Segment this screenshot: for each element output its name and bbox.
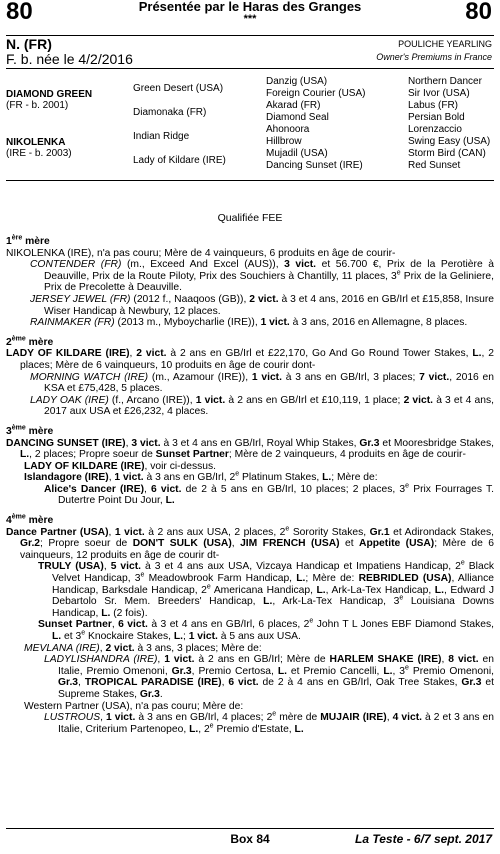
gen4-item: Sir Ivor (USA)	[408, 88, 470, 99]
horse-identity	[6, 37, 133, 67]
pedigree-rule	[6, 180, 494, 181]
premium-label: Owner's Premiums in France	[376, 52, 492, 62]
section-heading: 3ème mère	[6, 424, 54, 437]
category-label: POULICHE YEARLING	[398, 39, 492, 49]
gen2-item: Diamonaka (FR)	[133, 107, 207, 118]
gen3-item: Danzig (USA)	[266, 76, 328, 87]
produce-entry: Sunset Partner, 6 vict. à 3 et 4 ans en GB/Irl, 6 places, 2e John T L Jones EBF Diamond Stakes, L. et 3e Knockaire Stakes, L.; 1 vict. à 5 ans aux USA.	[38, 617, 495, 642]
sale-place-date: La Teste - 6/7 sept. 2017	[355, 832, 492, 846]
produce-entry: LUSTROUS, 1 vict. à 3 ans en GB/Irl, 4 places; 2e mère de MUJAIR (IRE), 4 vict. à 2 et 3 ans en Italie, Criterium Partenopeo, L., 2e Premio d'Estate, L.	[44, 710, 494, 735]
lot-number-left: 80	[6, 0, 33, 25]
footer	[0, 832, 500, 852]
gen4-item: Red Sunset	[408, 160, 461, 171]
gen2-item: Lady of Kildare (IRE)	[133, 155, 226, 166]
produce-entry: LADY OF KILDARE (IRE), voir ci-dessus.	[24, 460, 217, 472]
sire-info: (FR - b. 2001)	[6, 100, 69, 111]
gen3-item: Hillbrow	[266, 136, 302, 147]
dam-name: NIKOLENKA	[6, 137, 66, 148]
gen3-item: Akarad (FR)	[266, 100, 321, 111]
produce-entry: RAINMAKER (FR) (2013 m., Myboycharlie (IRE)), 1 vict. à 3 ans, 2016 en Allemagne, 8 places.	[30, 317, 468, 329]
stars: ***	[243, 13, 257, 25]
gen3-item: Diamond Seal	[266, 112, 329, 123]
presenter: Présentée par le Haras des Granges	[138, 0, 362, 14]
dam-paragraph: DANCING SUNSET (IRE), 3 vict. à 3 et 4 ans en GB/Irl, Royal Whip Stakes, Gr.3 et Mooresbridge Stakes, L., 2 places; Propre soeur de Sunset Partner; Mère de 2 vainqueurs, 4 produits en âge de courir-	[6, 437, 495, 461]
gen4-item: Northern Dancer	[408, 76, 482, 87]
produce-entry: Alice's Dancer (IRE), 6 vict. de 2 à 5 ans en GB/Irl, 10 places; 2 places, 3e Prix Fourrages T. Dutertre Point Du Jour, L.	[44, 482, 494, 507]
header-rule	[6, 35, 494, 36]
produce-entry: MORNING WATCH (IRE) (m., Azamour (IRE)), 1 vict. à 3 ans en GB/Irl, 3 places; 7 vict., 2016 en KSA et £75,428, 5 places.	[30, 371, 494, 395]
gen4-item: Persian Bold	[408, 112, 465, 123]
gen2-item: Indian Ridge	[133, 131, 190, 142]
section-heading: 2ème mère	[6, 335, 54, 348]
dam-info: (IRE - b. 2003)	[6, 148, 72, 159]
produce-entry: LADY OAK (IRE) (f., Arcano (IRE)), 1 vict. à 2 ans en GB/Irl et £10,119, 1 place; 2 vict. à 3 et 4 ans, 2017 aux USA et £26,232, 4 places.	[30, 394, 494, 418]
section-heading: 1ère mère	[6, 234, 50, 247]
horse-description: F. b. née le 4/2/2016	[6, 51, 133, 67]
gen3-item: Mujadil (USA)	[266, 148, 328, 159]
gen3-item: Dancing Sunset (IRE)	[266, 160, 363, 171]
gen4-item: Storm Bird (CAN)	[408, 148, 486, 159]
gen4-item: Labus (FR)	[408, 100, 459, 111]
pedigree-notes	[6, 236, 494, 735]
horse-name: N. (FR)	[6, 36, 52, 52]
produce-entry: JERSEY JEWEL (FR) (2012 f., Naaqoos (GB)), 2 vict. à 3 et 4 ans, 2016 en GB/Irl et £15,858, Insure Wiser Handicap à Newbury, 12 places.	[30, 293, 494, 317]
dam-paragraph: Dance Partner (USA), 1 vict. à 2 ans aux USA, 2 places, 2e Sorority Stakes, Gr.1 et Adirondack Stakes, Gr.2; Propre soeur de DON'T SULK (USA), JIM FRENCH (USA) et Appetite (USA); Mère de 6 vainqueurs, 12 produits en âge de courir dt-	[6, 525, 495, 561]
box-number: Box 84	[230, 832, 270, 846]
name-rule	[6, 68, 494, 69]
produce-entry: CONTENDER (FR) (m., Exceed And Excel (AUS)), 3 vict. et 56.700 €, Prix de la Peroti​ère à Deauville, Prix de la Route Piloty, Prix des Souchiers à Chantilly, 11 places, 3e Prix de la Geliniere, Prix de Precolette à Deauville.	[30, 259, 494, 294]
dam-paragraph: LADY OF KILDARE (IRE), 2 vict. à 2 ans en GB/Irl et £22,170, Go And Go Round Tower Stakes, L., 2 places; Mère de 6 vainqueurs, 10 produits en âge de courir dont-	[6, 348, 494, 371]
qualified-label: Qualifiée FEE	[217, 212, 283, 224]
gen2-item: Green Desert (USA)	[133, 83, 224, 94]
gen4-item: Swing Easy (USA)	[408, 136, 491, 147]
pedigree-table	[6, 76, 496, 171]
produce-entry: Western Partner (USA), n'a pas couru; Mère de:	[24, 700, 244, 712]
produce-entry: Islandagore (IRE), 1 vict. à 3 ans en GB/Irl, 2e Platinum Stakes, L.; Mère de:	[24, 470, 378, 484]
gen3-item: Ahonoora	[266, 124, 310, 135]
gen3-item: Foreign Courier (USA)	[266, 88, 366, 99]
produce-entry: TRULY (USA), 5 vict. à 3 et 4 ans aux USA, Vizcaya Handicap et Impatiens Handicap, 2e Black Velvet Handicap, 3e Meadowbrook Farm Handicap, L.; Mère de: REBRIDLED (USA), Alliance Handicap, Barksdale Handicap, 2e Americana Handicap, L., Ark-La-Tex Handicap, L., Edward J Debartolo Sr. Mem. Breeders' Handicap, L., Ark-La-Tex Handicap, 3e Louisiana Downs Handicap, L. (2 fois).	[38, 560, 494, 619]
produce-entry: MEVLANA (IRE), 2 vict. à 3 ans, 3 places; Mère de:	[24, 642, 262, 654]
section-heading: 4ème mère	[6, 513, 54, 527]
sire-name: DIAMOND GREEN	[6, 89, 93, 100]
footer-rule	[6, 828, 494, 829]
horse-category	[376, 38, 492, 64]
header	[0, 0, 500, 36]
produce-entry: LADYLISHANDRA (IRE), 1 vict. à 2 ans en GB/Irl; Mère de HARLEM SHAKE (IRE), 8 vict. en Italie, Premio Omenoni, Gr.3, Premio Certosa, L. et Premio Cancelli, L., 3e Premio Omenoni, Gr.3, TROPICAL PARADISE (IRE), 6 vict. de 2 à 4 ans en GB/Irl, Oak Tree Stakes, Gr.3 et Supreme Stakes, Gr.3.	[44, 654, 494, 700]
dam-paragraph: NIKOLENKA (IRE), n'a pas couru; Mère de 4 vainqueurs, 6 produits en âge de courir-	[6, 247, 396, 259]
gen4-item: Lorenzaccio	[408, 124, 462, 135]
lot-number-right: 80	[465, 0, 492, 25]
